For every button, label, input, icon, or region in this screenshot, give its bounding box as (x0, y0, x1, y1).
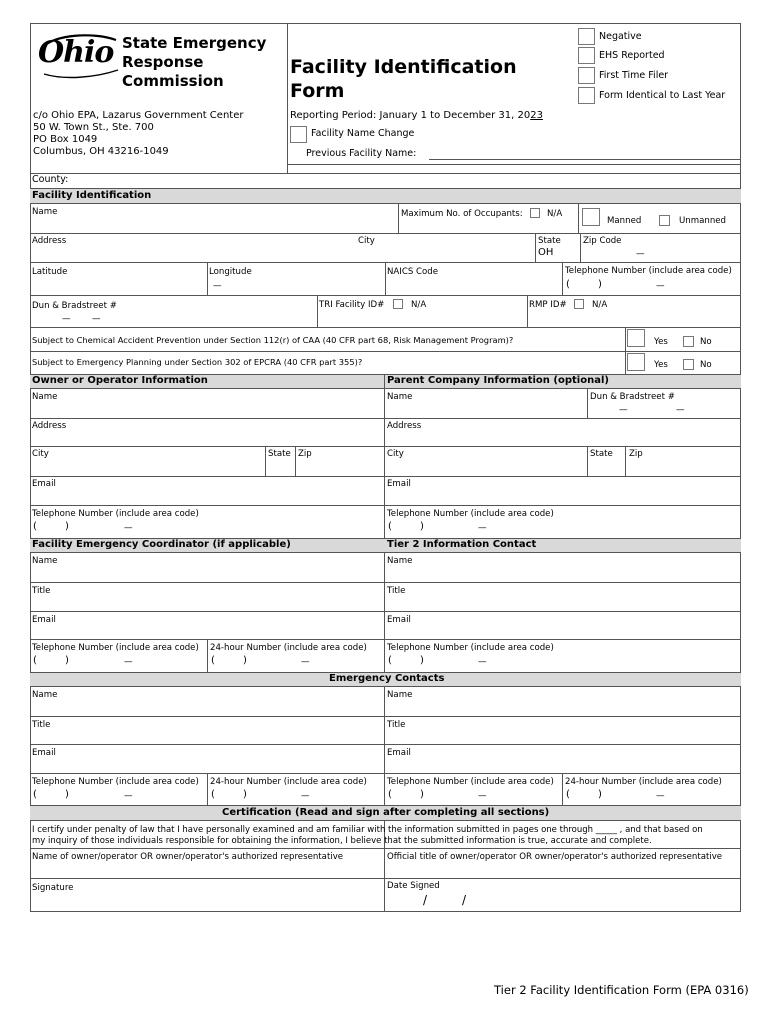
tier2-title-field[interactable]: Title (387, 586, 406, 596)
emergency2-telephone-field[interactable]: Telephone Number (include area code) (387, 777, 554, 787)
org-name-line1: State Emergency (122, 34, 267, 52)
negative-label: Negative (599, 31, 642, 42)
owner-section-heading: Owner or Operator Information (32, 375, 208, 386)
identical-last-year-label: Form Identical to Last Year (599, 90, 726, 101)
header-inner-line (287, 164, 741, 165)
line (30, 418, 741, 419)
line (587, 446, 588, 476)
zip-dash: — (636, 249, 645, 259)
tri-na-label: N/A (411, 300, 427, 310)
parent-name-field[interactable]: Name (387, 392, 413, 402)
longitude-dash: — (213, 281, 222, 291)
facility-dun-dash1: — (62, 314, 71, 324)
emergency2-email-field[interactable]: Email (387, 748, 411, 758)
max-occupants-label: Maximum No. of Occupants: (401, 209, 523, 219)
parent-dun-field[interactable]: Dun & Bradstreet # (590, 392, 675, 402)
emergency2-24hour-field[interactable]: 24-hour Number (include area code) (565, 777, 722, 787)
date-signed-field[interactable]: Date Signed (387, 881, 440, 891)
emergency1-title-field[interactable]: Title (32, 720, 51, 730)
tier2-telephone-field[interactable]: Telephone Number (include area code) (387, 643, 554, 653)
facility-state-value[interactable]: OH (538, 247, 554, 258)
latitude-field[interactable]: Latitude (32, 267, 68, 277)
q112r-no-label: No (700, 337, 712, 347)
previous-facility-name-input[interactable] (429, 159, 740, 160)
line (30, 388, 741, 389)
paren-close: ) (420, 655, 424, 666)
coordinator-section-heading: Facility Emergency Coordinator (if applicable) (32, 539, 291, 550)
q112r-yes-label: Yes (654, 337, 668, 347)
line (207, 639, 208, 672)
facility-dun-dash2: — (92, 314, 101, 324)
negative-checkbox[interactable] (578, 28, 595, 45)
tri-na-checkbox[interactable] (393, 299, 403, 309)
paren-open: ( (33, 789, 37, 800)
parent-state-field[interactable]: State (590, 449, 613, 459)
line (30, 805, 741, 806)
line (30, 686, 741, 687)
unmanned-label: Unmanned (679, 216, 727, 226)
phone-dash: — (124, 791, 133, 801)
line (398, 203, 399, 233)
line (587, 388, 588, 418)
representative-name-field[interactable]: Name of owner/operator OR owner/operator's authorized representative (32, 852, 344, 862)
header-divider (287, 23, 288, 173)
line (562, 773, 563, 805)
identical-last-year-checkbox[interactable] (578, 87, 595, 104)
facility-city-field[interactable]: City (358, 236, 375, 246)
facility-name-change-label: Facility Name Change (311, 128, 415, 139)
line (30, 773, 741, 774)
emergency1-24hour-field[interactable]: 24-hour Number (include area code) (210, 777, 367, 787)
owner-address-field[interactable]: Address (32, 421, 67, 431)
owner-city-field[interactable]: City (32, 449, 49, 459)
phone-dash: — (124, 523, 133, 533)
line (578, 203, 579, 233)
owner-telephone-field[interactable]: Telephone Number (include area code) (32, 509, 199, 519)
coordinator-name-field[interactable]: Name (32, 556, 58, 566)
rmp-na-label: N/A (592, 300, 608, 310)
date-slash1: / (423, 893, 428, 907)
line (30, 878, 741, 879)
paren-open: ( (566, 789, 570, 800)
reporting-year[interactable]: 23 (530, 110, 543, 121)
coordinator-telephone-field[interactable]: Telephone Number (include area code) (32, 643, 199, 653)
parent-section-heading: Parent Company Information (optional) (387, 375, 609, 386)
emergency1-telephone-field[interactable]: Telephone Number (include area code) (32, 777, 199, 787)
header-bottom-line (30, 173, 741, 174)
footer-form-id: Tier 2 Facility Identification Form (EPA 0316) (494, 983, 749, 997)
line (30, 848, 741, 849)
phone-dash: — (301, 791, 310, 801)
facility-state-label: State (538, 236, 561, 246)
paren-open: ( (211, 655, 215, 666)
logo-wordmark: Ohio (38, 35, 114, 70)
county-field[interactable]: County: (32, 174, 69, 185)
previous-facility-name-label: Previous Facility Name: (306, 148, 417, 159)
emergency2-title-field[interactable]: Title (387, 720, 406, 730)
line (30, 188, 741, 189)
max-occupants-na-checkbox[interactable] (530, 208, 540, 218)
paren-close: ) (65, 521, 69, 532)
line (265, 446, 266, 476)
certification-text-line1: I certify under penalty of law that I have personally examined and am familiar with the information submitted in pages one through _____ , and that based on (32, 825, 703, 835)
emergency-section-heading: Emergency Contacts (329, 673, 445, 684)
tier2-email-field[interactable]: Email (387, 615, 411, 625)
parent-telephone-field[interactable]: Telephone Number (include area code) (387, 509, 554, 519)
line (30, 233, 741, 234)
form-title-line2: Form (290, 80, 345, 102)
line (30, 505, 741, 506)
address-line3: PO Box 1049 (33, 134, 98, 145)
q112r-yes-checkbox[interactable] (627, 329, 645, 347)
address-line1: c/o Ohio EPA, Lazarus Government Center (33, 110, 244, 121)
paren-open: ( (33, 521, 37, 532)
q302-yes-label: Yes (654, 360, 668, 370)
parent-zip-field[interactable]: Zip (629, 449, 643, 459)
first-time-filer-checkbox[interactable] (578, 67, 595, 84)
paren-open: ( (388, 789, 392, 800)
paren-close: ) (65, 655, 69, 666)
reporting-period-text: Reporting Period: January 1 to December 31, 20 (290, 110, 531, 121)
line (30, 639, 741, 640)
owner-name-field[interactable]: Name (32, 392, 58, 402)
line (527, 295, 528, 327)
line (30, 611, 741, 612)
paren-close: ) (243, 655, 247, 666)
line (207, 773, 208, 805)
manned-label: Manned (607, 216, 642, 226)
phone-dash: — (301, 657, 310, 667)
emergency2-name-field[interactable]: Name (387, 690, 413, 700)
line (30, 351, 741, 352)
date-slash2: / (462, 893, 467, 907)
tier2-name-field[interactable]: Name (387, 556, 413, 566)
line (30, 327, 741, 328)
facility-phone-paren-close: ) (598, 279, 602, 290)
manned-checkbox[interactable] (582, 208, 600, 226)
signature-field[interactable]: Signature (32, 883, 74, 893)
rmp-id-field[interactable]: RMP ID# (529, 300, 567, 310)
phone-dash: — (478, 657, 487, 667)
org-name-line2: Response (122, 53, 204, 71)
owner-email-field[interactable]: Email (32, 479, 56, 489)
line (30, 552, 741, 553)
line (30, 716, 741, 717)
owner-zip-field[interactable]: Zip (298, 449, 312, 459)
paren-close: ) (598, 789, 602, 800)
line (317, 295, 318, 327)
phone-dash: — (478, 523, 487, 533)
phone-dash: — (656, 791, 665, 801)
emergency1-name-field[interactable]: Name (32, 690, 58, 700)
line (535, 233, 536, 262)
max-occupants-na-label: N/A (547, 209, 563, 219)
facility-address-field[interactable]: Address (32, 236, 67, 246)
line (30, 582, 741, 583)
facility-dun-field[interactable]: Dun & Bradstreet # (32, 301, 117, 311)
coordinator-email-field[interactable]: Email (32, 615, 56, 625)
parent-email-field[interactable]: Email (387, 479, 411, 489)
facility-phone-paren-open: ( (566, 279, 570, 290)
unmanned-checkbox[interactable] (659, 215, 670, 226)
paren-open: ( (33, 655, 37, 666)
paren-close: ) (243, 789, 247, 800)
phone-dash: — (124, 657, 133, 667)
q302-no-label: No (700, 360, 712, 370)
q112r-no-checkbox[interactable] (683, 336, 694, 347)
form-title-line1: Facility Identification (290, 56, 517, 78)
q302-no-checkbox[interactable] (683, 359, 694, 370)
ehs-reported-checkbox[interactable] (578, 47, 595, 64)
paren-open: ( (388, 655, 392, 666)
line (30, 744, 741, 745)
line (580, 233, 581, 262)
facility-section-heading: Facility Identification (32, 190, 152, 201)
question-302: Subject to Emergency Planning under Section 302 of EPCRA (40 CFR part 355)? (32, 357, 363, 367)
line (562, 262, 563, 295)
facility-zip-field[interactable]: Zip Code (583, 236, 622, 246)
line (30, 203, 741, 204)
line (207, 262, 208, 295)
paren-open: ( (211, 789, 215, 800)
naics-code-field[interactable]: NAICS Code (387, 267, 439, 277)
emergency1-email-field[interactable]: Email (32, 748, 56, 758)
parent-city-field[interactable]: City (387, 449, 404, 459)
longitude-field[interactable]: Longitude (209, 267, 252, 277)
phone-dash: — (478, 791, 487, 801)
line (30, 446, 741, 447)
facility-phone-dash: — (656, 281, 665, 291)
reporting-period (290, 110, 543, 122)
line (385, 262, 386, 295)
parent-address-field[interactable]: Address (387, 421, 422, 431)
facility-telephone-field[interactable]: Telephone Number (include area code) (565, 266, 732, 276)
tri-facility-id-field[interactable]: TRI Facility ID# (319, 300, 385, 310)
paren-close: ) (65, 789, 69, 800)
certification-heading: Certification (Read and sign after completing all sections) (222, 807, 550, 818)
parent-dun-dash1: — (619, 405, 628, 415)
tier2-section-heading: Tier 2 Information Contact (387, 539, 537, 550)
question-112r: Subject to Chemical Accident Prevention under Section 112(r) of CAA (40 CFR part 68, Risk Management Program)? (32, 335, 514, 345)
line (295, 446, 296, 476)
line (30, 476, 741, 477)
address-line2: 50 W. Town St., Ste. 700 (33, 122, 154, 133)
q302-yes-checkbox[interactable] (627, 353, 645, 371)
owner-state-field[interactable]: State (268, 449, 291, 459)
rmp-na-checkbox[interactable] (574, 299, 584, 309)
paren-close: ) (420, 521, 424, 532)
paren-open: ( (388, 521, 392, 532)
coordinator-title-field[interactable]: Title (32, 586, 51, 596)
line (625, 446, 626, 476)
ehs-reported-label: EHS Reported (599, 50, 665, 61)
line (30, 295, 741, 296)
first-time-filer-label: First Time Filer (599, 70, 669, 81)
parent-dun-dash2: — (676, 405, 685, 415)
certification-text-line2: my inquiry of those individuals responsible for obtaining the information, I believe that the submitted information is true, accurate and complete. (32, 836, 652, 846)
official-title-field[interactable]: Official title of owner/operator OR owner/operator's authorized representative (387, 852, 723, 862)
paren-close: ) (420, 789, 424, 800)
facility-name-change-checkbox[interactable] (290, 126, 307, 143)
coordinator-24hour-field[interactable]: 24-hour Number (include area code) (210, 643, 367, 653)
org-name-line3: Commission (122, 72, 224, 90)
line (30, 820, 741, 821)
facility-name-field[interactable]: Name (32, 207, 58, 217)
address-line4: Columbus, OH 43216-1049 (33, 146, 169, 157)
